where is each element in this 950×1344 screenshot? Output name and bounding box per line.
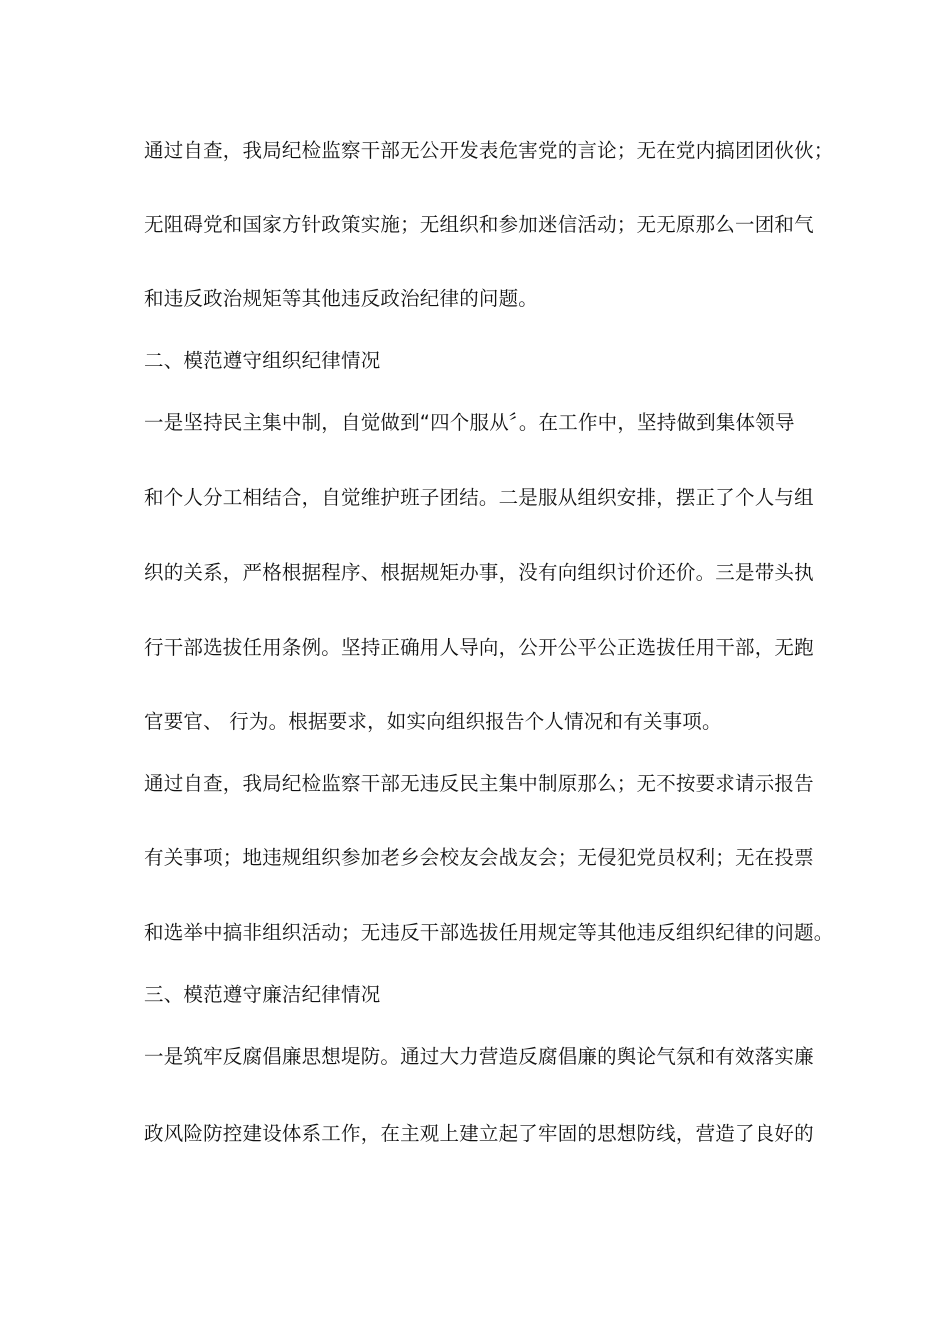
section-heading: 三、模范遵守廉洁纪律情况 [144, 983, 381, 1006]
text-line: 通过自查，我局纪检监察干部无公开发表危害党的言论；无在党内搞团团伙伙； [144, 139, 834, 162]
section-heading: 二、模范遵守组织纪律情况 [144, 349, 381, 372]
text-line: 和选举中搞非组织活动；无违反干部选拔任用规定等其他违反组织纪律的问题。 [144, 921, 834, 944]
text-line: 政风险防控建设体系工作，在主观上建立起了牢固的思想防线，营造了良好的 [144, 1122, 814, 1145]
text-line: 通过自查，我局纪检监察干部无违反民主集中制原那么；无不按要求请示报告 [144, 772, 814, 795]
text-line: 有关事项；地违规组织参加老乡会校友会战友会；无侵犯党员权利；无在投票 [144, 846, 814, 869]
text-line: 一是坚持民主集中制，自觉做到“四个服从〞。在工作中，坚持做到集体领导 [144, 411, 795, 434]
text-line: 行干部选拔任用条例。坚持正确用人导向，公开公平公正选拔任用干部，无跑 [144, 636, 814, 659]
text-line: 无阻碍党和国家方针政策实施；无组织和参加迷信活动；无无原那么一团和气 [144, 213, 814, 236]
text-line: 和个人分工相结合，自觉维护班子团结。二是服从组织安排，摆正了个人与组 [144, 486, 814, 509]
text-line: 官要官、 行为。根据要求，如实向组织报告个人情况和有关事项。 [144, 710, 722, 733]
text-line: 织的关系，严格根据程序、根据规矩办事，没有向组织讨价还价。三是带头执 [144, 561, 814, 584]
text-line: 一是筑牢反腐倡廉思想堤防。通过大力营造反腐倡廉的舆论气氛和有效落实廉 [144, 1045, 814, 1068]
text-line: 和违反政治规矩等其他违反政治纪律的问题。 [144, 287, 539, 310]
